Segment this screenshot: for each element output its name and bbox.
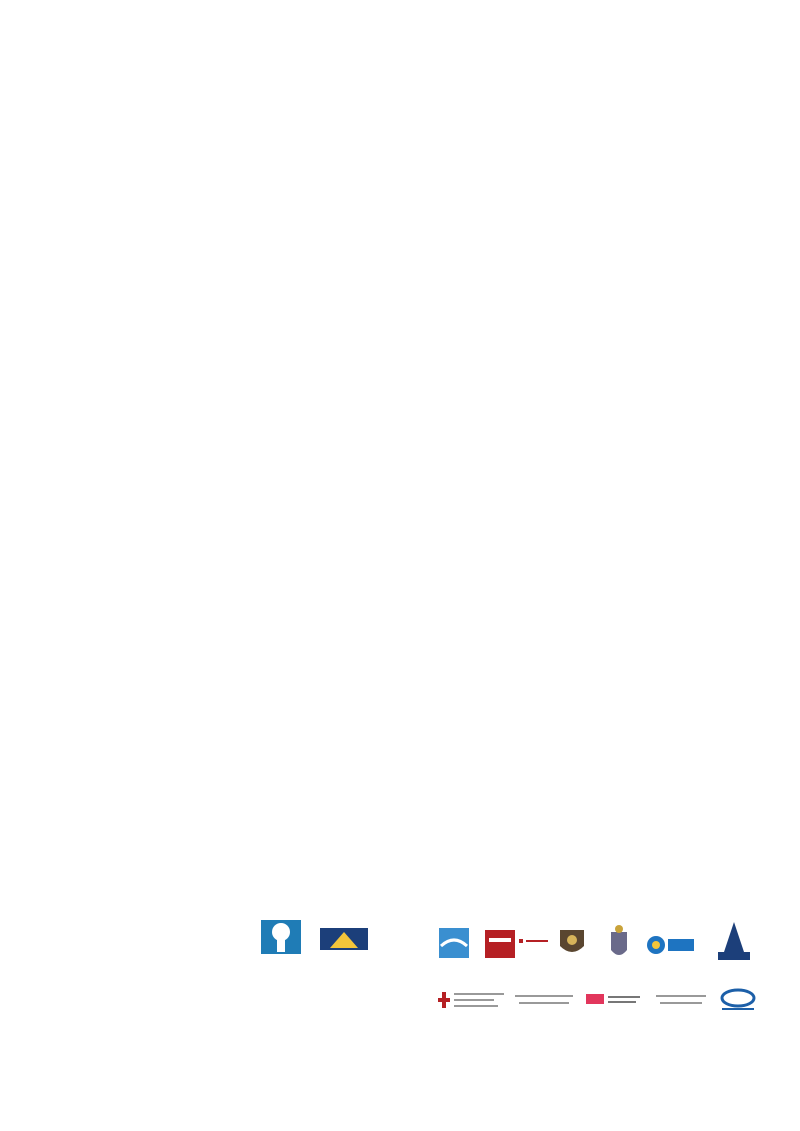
flower-border-top (0, 0, 800, 360)
partner-logo-blue (320, 928, 368, 950)
support-logo-1 (437, 926, 471, 960)
support-logo-2 (485, 930, 515, 958)
support-logo-3 (518, 934, 550, 948)
gustave-eiffel-logo (714, 920, 754, 966)
entroncamento-logo (259, 914, 303, 958)
support-logo-crest-1 (556, 926, 588, 960)
flower-border-bottom (0, 991, 800, 1131)
support-logo-crest-2 (608, 924, 630, 962)
cpcj-logo (646, 934, 696, 956)
